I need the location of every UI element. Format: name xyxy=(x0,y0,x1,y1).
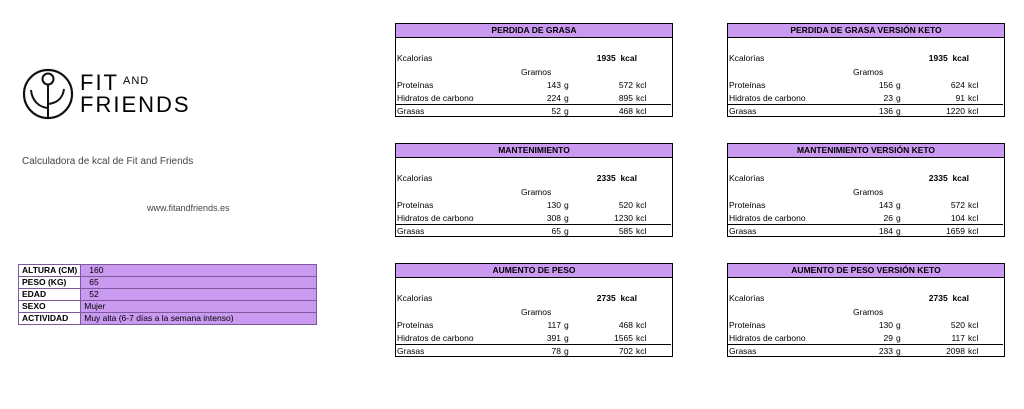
hidratos-grams: 391 xyxy=(546,333,561,343)
macro-card xyxy=(727,23,1005,118)
profile-label: ALTURA (CM) xyxy=(19,265,81,277)
proteinas-kcal: 624 xyxy=(950,80,965,90)
profile-row-edad xyxy=(19,289,317,301)
kcl-unit: kcl xyxy=(968,106,979,116)
altura-input[interactable]: 160 xyxy=(81,265,317,277)
proteinas-row xyxy=(729,79,1003,91)
grasas-grams: 78 xyxy=(551,346,561,356)
profile-row-altura xyxy=(19,265,317,277)
fit-and-friends-logo xyxy=(22,66,212,122)
gramos-row xyxy=(397,186,671,198)
grams-unit: g xyxy=(564,80,569,90)
proteinas-label: Proteínas xyxy=(729,200,766,210)
proteinas-grams: 143 xyxy=(546,80,561,90)
gramos-row xyxy=(729,66,1003,78)
kcal-label: Kcalorías xyxy=(729,53,765,63)
hidratos-label: Hidratos de carbono xyxy=(397,213,474,223)
hidratos-grams: 26 xyxy=(883,213,893,223)
gramos-header: Gramos xyxy=(521,187,552,197)
grams-unit: g xyxy=(896,320,901,330)
proteinas-kcal: 520 xyxy=(950,320,965,330)
hidratos-row xyxy=(397,332,671,344)
kcal-value: 2735 kcal xyxy=(596,293,637,303)
kcl-unit: kcl xyxy=(636,226,647,236)
gramos-row xyxy=(729,186,1003,198)
person-circle-logo-icon xyxy=(22,66,74,122)
profile-label: EDAD xyxy=(19,289,81,301)
kcl-unit: kcl xyxy=(968,80,979,90)
proteinas-grams: 117 xyxy=(547,320,561,330)
proteinas-kcal: 468 xyxy=(618,320,633,330)
hidratos-row xyxy=(397,212,671,224)
gramos-header: Gramos xyxy=(853,307,884,317)
grasas-row xyxy=(397,225,671,237)
proteinas-kcal: 572 xyxy=(950,200,965,210)
proteinas-row xyxy=(729,199,1003,211)
kcal-value: 2335 kcal xyxy=(928,173,969,183)
hidratos-kcal: 1565 xyxy=(614,333,633,343)
grasas-row xyxy=(729,345,1003,357)
kcal-label: Kcalorías xyxy=(397,173,433,183)
macro-card xyxy=(727,263,1005,358)
kcl-unit: kcl xyxy=(636,333,647,343)
grasas-label: Grasas xyxy=(729,226,757,236)
gramos-row xyxy=(729,306,1003,318)
kcl-unit: kcl xyxy=(636,213,647,223)
kcl-unit: kcl xyxy=(968,333,979,343)
card-title: PERDIDA DE GRASA xyxy=(395,23,673,38)
grasas-label: Grasas xyxy=(397,346,425,356)
card-title: AUMENTO DE PESO VERSIÓN KETO xyxy=(727,263,1005,278)
proteinas-grams: 130 xyxy=(546,200,561,210)
grams-unit: g xyxy=(896,333,901,343)
kcl-unit: kcl xyxy=(968,93,979,103)
kcl-unit: kcl xyxy=(636,200,647,210)
proteinas-grams: 130 xyxy=(878,320,893,330)
hidratos-grams: 29 xyxy=(883,333,893,343)
kcal-label: Kcalorías xyxy=(729,173,765,183)
proteinas-kcal: 520 xyxy=(618,200,633,210)
grasas-row xyxy=(397,105,671,117)
kcl-unit: kcl xyxy=(636,80,647,90)
grams-unit: g xyxy=(896,106,901,116)
grasas-kcal: 702 xyxy=(618,346,633,356)
kcal-value: 1935 kcal xyxy=(928,53,969,63)
kcal-value: 1935 kcal xyxy=(596,53,637,63)
grams-unit: g xyxy=(896,80,901,90)
grasas-label: Grasas xyxy=(729,106,757,116)
kcal-label: Kcalorías xyxy=(397,53,433,63)
profile-row-actividad xyxy=(19,313,317,325)
macro-card xyxy=(395,263,673,358)
kcal-value: 2735 kcal xyxy=(928,293,969,303)
kcal-row xyxy=(729,52,1003,64)
hidratos-kcal: 117 xyxy=(951,333,965,343)
actividad-select[interactable]: Muy alta (6-7 días a la semana intenso) xyxy=(81,313,317,325)
kcl-unit: kcl xyxy=(968,213,979,223)
hidratos-row xyxy=(729,212,1003,224)
grams-unit: g xyxy=(564,93,569,103)
grasas-kcal: 468 xyxy=(618,106,633,116)
kcl-unit: kcl xyxy=(636,346,647,356)
grams-unit: g xyxy=(564,226,569,236)
kcl-unit: kcl xyxy=(636,106,647,116)
hidratos-label: Hidratos de carbono xyxy=(729,213,806,223)
card-title: AUMENTO DE PESO xyxy=(395,263,673,278)
grasas-grams: 52 xyxy=(551,106,561,116)
sexo-select[interactable]: Mujer xyxy=(81,301,317,313)
gramos-header: Gramos xyxy=(853,67,884,77)
kcal-row xyxy=(397,292,671,304)
macro-card xyxy=(727,143,1005,238)
hidratos-label: Hidratos de carbono xyxy=(397,93,474,103)
grasas-row xyxy=(729,225,1003,237)
gramos-header: Gramos xyxy=(521,67,552,77)
grams-unit: g xyxy=(564,213,569,223)
card-title: MANTENIMIENTO xyxy=(395,143,673,158)
hidratos-kcal: 1230 xyxy=(614,213,633,223)
proteinas-label: Proteínas xyxy=(397,200,434,210)
website-link[interactable]: www.fitandfriends.es xyxy=(147,203,230,213)
kcal-row xyxy=(729,292,1003,304)
macro-card xyxy=(395,143,673,238)
grams-unit: g xyxy=(564,320,569,330)
hidratos-grams: 308 xyxy=(546,213,561,223)
hidratos-row xyxy=(729,332,1003,344)
grams-unit: g xyxy=(896,213,901,223)
profile-table xyxy=(18,264,317,325)
proteinas-label: Proteínas xyxy=(729,80,766,90)
grasas-label: Grasas xyxy=(397,106,425,116)
brand-name-line1: FIT $^{AND}$ xyxy=(80,70,150,95)
grams-unit: g xyxy=(896,200,901,210)
gramos-row xyxy=(397,306,671,318)
hidratos-grams: 224 xyxy=(546,93,561,103)
grams-unit: g xyxy=(896,226,901,236)
hidratos-label: Hidratos de carbono xyxy=(729,93,806,103)
gramos-header: Gramos xyxy=(521,307,552,317)
proteinas-label: Proteínas xyxy=(397,320,434,330)
hidratos-kcal: 895 xyxy=(618,93,633,103)
grasas-kcal: 1659 xyxy=(946,226,965,236)
hidratos-row xyxy=(397,92,671,104)
grams-unit: g xyxy=(564,333,569,343)
brand-name-line2: FRIENDS xyxy=(80,92,191,117)
kcl-unit: kcl xyxy=(968,320,979,330)
grams-unit: g xyxy=(564,346,569,356)
kcal-row xyxy=(729,172,1003,184)
proteinas-row xyxy=(397,319,671,331)
calculator-title: Calculadora de kcal de Fit and Friends xyxy=(22,156,194,167)
profile-label: ACTIVIDAD xyxy=(19,313,81,325)
grasas-kcal: 1220 xyxy=(946,106,965,116)
card-title: MANTENIMIENTO VERSIÓN KETO xyxy=(727,143,1005,158)
grasas-label: Grasas xyxy=(729,346,757,356)
grasas-kcal: 2098 xyxy=(946,346,965,356)
hidratos-label: Hidratos de carbono xyxy=(729,333,806,343)
kcal-value: 2335 kcal xyxy=(596,173,637,183)
profile-label: PESO (KG) xyxy=(19,277,81,289)
kcal-row xyxy=(397,52,671,64)
hidratos-kcal: 91 xyxy=(955,93,965,103)
proteinas-row xyxy=(729,319,1003,331)
proteinas-label: Proteínas xyxy=(397,80,434,90)
grasas-grams: 136 xyxy=(878,106,893,116)
hidratos-label: Hidratos de carbono xyxy=(397,333,474,343)
grams-unit: g xyxy=(564,200,569,210)
grasas-grams: 65 xyxy=(551,226,561,236)
profile-label: SEXO xyxy=(19,301,81,313)
edad-input[interactable]: 52 xyxy=(81,289,317,301)
proteinas-row xyxy=(397,199,671,211)
proteinas-grams: 156 xyxy=(878,80,893,90)
grasas-grams: 184 xyxy=(878,226,893,236)
grasas-row xyxy=(397,345,671,357)
grasas-label: Grasas xyxy=(397,226,425,236)
proteinas-row xyxy=(397,79,671,91)
kcl-unit: kcl xyxy=(968,346,979,356)
peso-input[interactable]: 65 xyxy=(81,277,317,289)
profile-row-sexo xyxy=(19,301,317,313)
grams-unit: g xyxy=(564,106,569,116)
kcal-row xyxy=(397,172,671,184)
grasas-grams: 233 xyxy=(878,346,893,356)
proteinas-label: Proteínas xyxy=(729,320,766,330)
hidratos-kcal: 104 xyxy=(950,213,965,223)
proteinas-grams: 143 xyxy=(878,200,893,210)
grams-unit: g xyxy=(896,346,901,356)
hidratos-row xyxy=(729,92,1003,104)
grasas-kcal: 585 xyxy=(618,226,633,236)
proteinas-kcal: 572 xyxy=(618,80,633,90)
kcl-unit: kcl xyxy=(968,200,979,210)
grasas-row xyxy=(729,105,1003,117)
hidratos-grams: 23 xyxy=(883,93,893,103)
gramos-header: Gramos xyxy=(853,187,884,197)
kcal-label: Kcalorías xyxy=(397,293,433,303)
brand-and: AND xyxy=(123,75,150,87)
kcl-unit: kcl xyxy=(968,226,979,236)
kcal-label: Kcalorías xyxy=(729,293,765,303)
card-title: PERDIDA DE GRASA VERSIÓN KETO xyxy=(727,23,1005,38)
kcl-unit: kcl xyxy=(636,93,647,103)
gramos-row xyxy=(397,66,671,78)
macro-card xyxy=(395,23,673,118)
profile-row-peso xyxy=(19,277,317,289)
kcl-unit: kcl xyxy=(636,320,647,330)
grams-unit: g xyxy=(896,93,901,103)
